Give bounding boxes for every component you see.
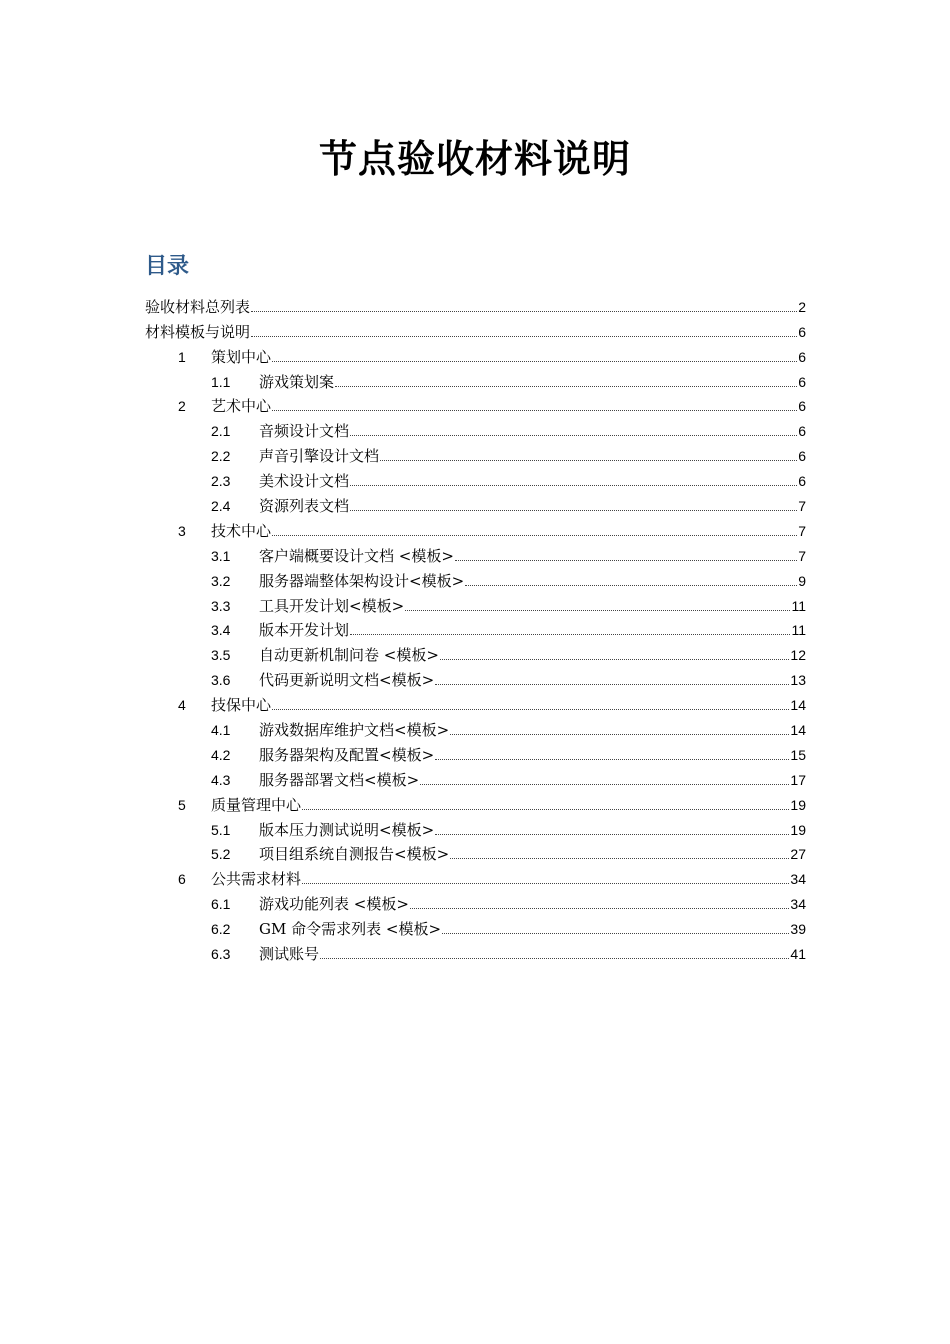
toc-entry-number: 6.1 xyxy=(211,896,231,913)
toc-entry-label: 代码更新说明文档<模板> xyxy=(259,671,435,690)
toc-entry[interactable] xyxy=(145,342,806,367)
toc-entry[interactable] xyxy=(145,690,806,715)
toc-dot-leader xyxy=(380,459,797,461)
toc-dot-leader xyxy=(272,409,797,411)
toc-dot-leader xyxy=(420,783,789,785)
toc-entry-page-number: 15 xyxy=(790,746,806,763)
toc-entry[interactable] xyxy=(145,939,806,964)
toc-entry[interactable] xyxy=(145,516,806,541)
toc-entry-number: 6.3 xyxy=(211,946,231,963)
toc-entry-page-number: 11 xyxy=(791,622,806,639)
table-of-contents xyxy=(145,292,806,964)
toc-entry-label: 材料模板与说明 xyxy=(145,322,251,341)
toc-entry-number: 2.2 xyxy=(211,448,231,465)
toc-entry-number: 3.6 xyxy=(211,672,231,689)
toc-entry-label: 艺术中心 xyxy=(211,397,272,416)
toc-dot-leader xyxy=(350,509,797,511)
toc-entry-page-number: 2 xyxy=(798,298,806,315)
toc-dot-leader xyxy=(350,484,797,486)
toc-dot-leader xyxy=(251,335,797,337)
toc-entry-label: 策划中心 xyxy=(211,347,272,366)
toc-entry-page-number: 13 xyxy=(790,672,806,689)
toc-entry[interactable] xyxy=(145,640,806,665)
toc-dot-leader xyxy=(302,808,789,810)
toc-entry-label: 测试账号 xyxy=(259,945,320,964)
toc-dot-leader xyxy=(272,360,797,362)
toc-entry[interactable] xyxy=(145,591,806,616)
toc-entry[interactable] xyxy=(145,541,806,566)
toc-entry[interactable] xyxy=(145,392,806,417)
toc-entry-number: 3.3 xyxy=(211,597,231,614)
toc-entry-page-number: 12 xyxy=(790,647,806,664)
toc-entry-label: 游戏功能列表 <模板> xyxy=(259,895,409,914)
toc-entry-number: 6 xyxy=(178,871,186,888)
toc-dot-leader xyxy=(435,758,789,760)
toc-entry-label: 游戏策划案 xyxy=(259,372,335,391)
toc-entry-page-number: 6 xyxy=(798,423,806,440)
toc-entry-page-number: 17 xyxy=(790,771,806,788)
toc-entry-label: 资源列表文档 xyxy=(259,497,350,516)
toc-dot-leader xyxy=(320,957,789,959)
toc-entry-label: 工具开发计划<模板> xyxy=(259,596,405,615)
toc-entry-label: 服务器端整体架构设计<模板> xyxy=(259,571,465,590)
toc-entry-number: 5 xyxy=(178,796,186,813)
toc-entry-label: 技术中心 xyxy=(211,521,272,540)
toc-entry-page-number: 34 xyxy=(790,896,806,913)
toc-entry-number: 4 xyxy=(178,697,186,714)
toc-entry-label: 客户端概要设计文档 <模板> xyxy=(259,546,454,565)
toc-entry[interactable] xyxy=(145,491,806,516)
toc-entry-page-number: 7 xyxy=(798,522,806,539)
toc-entry-label: 公共需求材料 xyxy=(211,870,302,889)
toc-entry-number: 1 xyxy=(178,348,186,365)
toc-entry[interactable] xyxy=(145,765,806,790)
toc-entry[interactable] xyxy=(145,441,806,466)
toc-entry-label: GM 命令需求列表 <模板> xyxy=(259,920,442,939)
toc-entry-page-number: 6 xyxy=(798,448,806,465)
toc-entry-number: 3.2 xyxy=(211,572,231,589)
toc-entry[interactable] xyxy=(145,914,806,939)
toc-dot-leader xyxy=(410,907,790,909)
toc-entry-label: 版本开发计划 xyxy=(259,621,350,640)
toc-entry-label: 服务器部署文档<模板> xyxy=(259,770,420,789)
toc-entry-page-number: 19 xyxy=(790,821,806,838)
toc-dot-leader xyxy=(272,534,797,536)
toc-entry-number: 5.2 xyxy=(211,846,231,863)
toc-dot-leader xyxy=(350,633,790,635)
toc-entry-number: 5.1 xyxy=(211,821,231,838)
toc-dot-leader xyxy=(465,584,797,586)
toc-dot-leader xyxy=(455,559,797,561)
toc-dot-leader xyxy=(335,385,797,387)
toc-entry[interactable] xyxy=(145,292,806,317)
toc-entry-page-number: 11 xyxy=(791,597,806,614)
toc-entry-number: 3.5 xyxy=(211,647,231,664)
toc-entry-label: 版本压力测试说明<模板> xyxy=(259,820,435,839)
toc-dot-leader xyxy=(272,708,789,710)
toc-entry-number: 2.3 xyxy=(211,473,231,490)
toc-entry[interactable] xyxy=(145,840,806,865)
toc-entry[interactable] xyxy=(145,889,806,914)
toc-entry-page-number: 14 xyxy=(790,697,806,714)
toc-entry-label: 技保中心 xyxy=(211,696,272,715)
document-title: 节点验收材料说明 xyxy=(318,136,631,181)
toc-dot-leader xyxy=(450,857,789,859)
toc-entry-page-number: 6 xyxy=(798,348,806,365)
toc-entry-number: 2.1 xyxy=(211,423,231,440)
toc-entry-label: 自动更新机制问卷 <模板> xyxy=(259,646,439,665)
toc-entry[interactable] xyxy=(145,740,806,765)
toc-entry-label: 质量管理中心 xyxy=(211,795,302,814)
toc-entry-number: 6.2 xyxy=(211,921,231,938)
toc-dot-leader xyxy=(440,658,790,660)
toc-entry-number: 4.2 xyxy=(211,746,231,763)
toc-entry-number: 2 xyxy=(178,398,186,415)
toc-entry-page-number: 6 xyxy=(798,373,806,390)
toc-entry-page-number: 6 xyxy=(798,473,806,490)
toc-entry[interactable] xyxy=(145,317,806,342)
toc-entry-label: 声音引擎设计文档 xyxy=(259,447,380,466)
toc-entry[interactable] xyxy=(145,566,806,591)
toc-entry-page-number: 6 xyxy=(798,398,806,415)
toc-entry-page-number: 27 xyxy=(790,846,806,863)
toc-dot-leader xyxy=(302,882,789,884)
toc-heading: 目录 xyxy=(145,254,190,279)
toc-entry-page-number: 19 xyxy=(790,796,806,813)
toc-dot-leader xyxy=(350,434,797,436)
toc-entry[interactable] xyxy=(145,715,806,740)
toc-entry[interactable] xyxy=(145,466,806,491)
toc-entry-label: 验收材料总列表 xyxy=(145,297,251,316)
toc-entry-number: 3.1 xyxy=(211,547,231,564)
toc-entry-number: 1.1 xyxy=(211,373,231,390)
toc-entry-number: 2.4 xyxy=(211,498,231,515)
toc-entry-number: 4.1 xyxy=(211,722,231,739)
toc-entry-label: 美术设计文档 xyxy=(259,472,350,491)
toc-dot-leader xyxy=(405,609,790,611)
toc-entry-number: 3 xyxy=(178,522,186,539)
toc-entry[interactable] xyxy=(145,416,806,441)
toc-dot-leader xyxy=(450,733,789,735)
toc-dot-leader xyxy=(435,833,789,835)
toc-entry-page-number: 7 xyxy=(798,498,806,515)
toc-entry[interactable] xyxy=(145,367,806,392)
toc-entry-page-number: 6 xyxy=(798,323,806,340)
toc-entry-page-number: 34 xyxy=(790,871,806,888)
toc-entry[interactable] xyxy=(145,790,806,815)
toc-entry[interactable] xyxy=(145,665,806,690)
toc-entry[interactable] xyxy=(145,616,806,641)
toc-dot-leader xyxy=(251,310,797,312)
toc-entry-page-number: 9 xyxy=(798,572,806,589)
toc-entry-page-number: 41 xyxy=(790,946,806,963)
toc-entry[interactable] xyxy=(145,864,806,889)
toc-entry-page-number: 14 xyxy=(790,722,806,739)
toc-entry-label: 音频设计文档 xyxy=(259,422,350,441)
toc-entry-label: 项目组系统自测报告<模板> xyxy=(259,845,450,864)
toc-dot-leader xyxy=(442,932,789,934)
toc-entry-page-number: 39 xyxy=(790,921,806,938)
toc-entry[interactable] xyxy=(145,815,806,840)
toc-entry-page-number: 7 xyxy=(798,547,806,564)
toc-entry-number: 3.4 xyxy=(211,622,231,639)
toc-entry-number: 4.3 xyxy=(211,771,231,788)
toc-entry-label: 游戏数据库维护文档<模板> xyxy=(259,721,450,740)
toc-dot-leader xyxy=(435,683,789,685)
toc-entry-label: 服务器架构及配置<模板> xyxy=(259,745,435,764)
